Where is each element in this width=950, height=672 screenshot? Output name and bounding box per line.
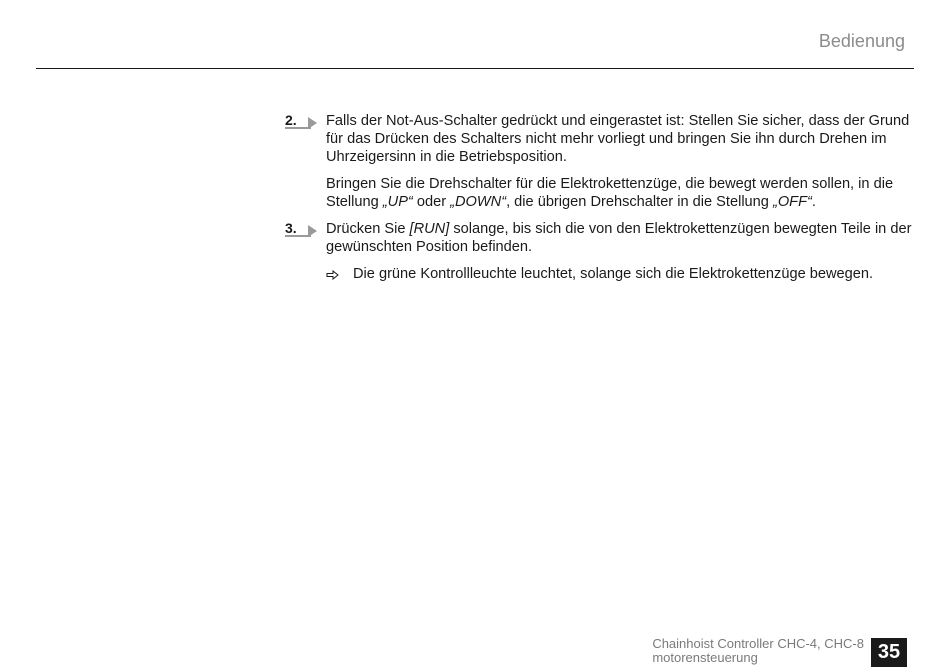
footer-line-1: Chainhoist Controller CHC-4, CHC-8 <box>652 636 864 651</box>
result-line <box>326 265 916 283</box>
page-header-title: Bedienung <box>818 31 905 51</box>
footer-line-2: motorensteuerung <box>652 650 758 665</box>
position-down: „DOWN“ <box>450 194 507 210</box>
step-2 <box>285 112 915 166</box>
step-3 <box>285 220 915 256</box>
page-number: 35 <box>871 638 907 667</box>
step-text: Drücken Sie [RUN] solange, bis sich die von den Elektrokettenzügen bewegten Teile in der gewünschten Position befinden. <box>326 221 912 255</box>
step-arrow-icon <box>285 223 319 237</box>
step-arrow-icon <box>285 115 319 129</box>
header-rule <box>36 68 914 69</box>
instruction-paragraph: Bringen Sie die Drehschalter für die Elektrokettenzüge, die bewegt werden sollen, in die Stellung „UP“ oder „DOWN“, die übrigen Drehschalter in die Stellung „OFF“. <box>326 176 894 210</box>
result-arrow-icon <box>326 270 339 280</box>
position-up: „UP“ <box>382 194 413 210</box>
step-number: 3. <box>285 220 297 236</box>
position-off: „OFF“ <box>772 194 812 210</box>
run-button-label: [RUN] <box>409 221 450 237</box>
footer-product <box>652 637 864 665</box>
step-text: Falls der Not-Aus-Schalter gedrückt und eingerastet ist: Stellen Sie sicher, dass der Grund für das Drücken des Schalters nicht mehr vorliegt und bringen Sie ihn durch Drehen im Uhrzeigersinn in die Betriebsposition. <box>326 113 910 165</box>
result-text: Die grüne Kontrollleuchte leuchtet, solange sich die Elektrokettenzüge bewegen. <box>353 266 874 282</box>
step-number: 2. <box>285 112 297 128</box>
